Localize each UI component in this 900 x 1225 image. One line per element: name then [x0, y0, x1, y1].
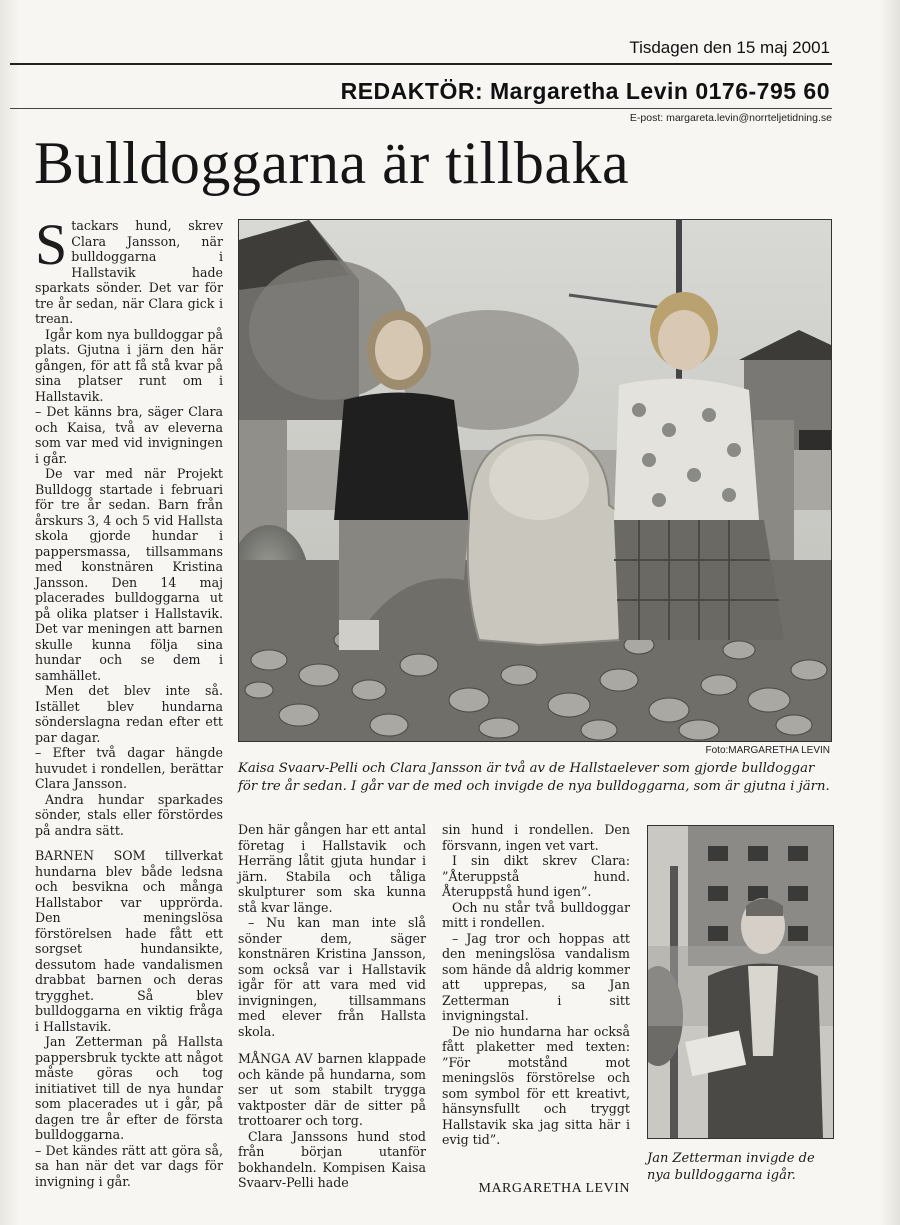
issue-date: Tisdagen den 15 maj 2001 [629, 38, 830, 57]
paragraph: sin hund i rondellen. Den försvann, ingen vet vart. [442, 822, 630, 853]
paragraph: De nio hundarna har också fått plaketter med texten: ”För motstånd mot meningslös förstörelse och som symbol för ett kreativt, hänsynsfullt och tryggt Hallstavik ska jag sitta här i evig tid”. [442, 1023, 630, 1147]
byline: MARGARETHA LEVIN [478, 1181, 630, 1196]
paragraph: De var med när Projekt Bulldogg startade i februari för tre år sedan. Barn från årskurs 3, 4 och 5 vid Hallsta skola gjorde hundar i pappersmassa, tillsammans med konstnären Kristina Jansson. Den 14 maj placerades bulldoggarna ut på olika platser i Hallstavik. Det var meningen att barnen skulle kunna följa sina hundar och se dem i samhället. [35, 466, 223, 683]
article-column-1 [35, 212, 223, 1189]
paragraph: Igår kom nya bulldoggar på plats. Gjutna i järn den här gången, för att få stå kvar på sina platser runt om i Hallstavik. [35, 326, 223, 404]
editor-email: E-post: margareta.levin@norrteljetidning.se [629, 112, 832, 124]
paragraph: – Det känns bra, säger Clara och Kaisa, två av eleverna som var med vid invigningen i går. [35, 404, 223, 466]
paragraph: Clara Janssons hund stod från början utanför bokhandeln. Kompisen Kaisa Svaarv-Pelli hade [238, 1128, 426, 1190]
photo-caption: Kaisa Svaarv-Pelli och Clara Jansson är två av de Hallstaelever som gjorde bulldoggar för tre år sedan. I går var de med och invigde de nya bulldoggarna, som är gjutna i järn. [238, 761, 830, 794]
article-column-2 [238, 822, 426, 1191]
photo-girls-with-bulldog [239, 220, 831, 741]
photo-man-reading-speech [648, 826, 833, 1138]
photo-credit: Foto:MARGARETHA LEVIN [705, 745, 830, 756]
header-rule [10, 63, 832, 65]
paragraph: Andra hundar sparkades sönder, stals eller förstördes på andra sätt. [35, 791, 223, 838]
paragraph: I sin dikt skrev Clara: ”Återuppstå hund. Återuppstå hund igen”. [442, 853, 630, 899]
paragraph: Men det blev inte så. Istället blev hundarna sönderslagna redan efter ett par dagar. [35, 683, 223, 745]
paragraph: BARNEN SOM tillverkat hundarna blev både ledsna och besvikna och många Hallstabor var upprörda. Den meningslösa förstörelsen hade fått ett sorgset hundansikte, dessutom hade vandalismen drabbat barnen och deras trygghet. Så blev bulldoggarna en viktig fråga i Hallstavik. [35, 848, 223, 1034]
main-photo [238, 219, 832, 742]
paragraph: tackars hund, skrev Clara Jansson, när bulldoggarna i Hallstavik hade sparkats sönder. Det var för tre år sedan, när Clara gick i trean. [35, 218, 223, 326]
paragraph: Och nu står två bulldoggar mitt i rondellen. [442, 899, 630, 930]
header-rule-thin [10, 108, 832, 109]
editor-line: REDAKTÖR: Margaretha Levin 0176-795 60 [340, 78, 830, 104]
article-column-3 [442, 822, 630, 1148]
drop-cap: S [35, 212, 68, 277]
paragraph: Jan Zetterman på Hallsta pappersbruk tyckte att något måste göras och tog initiativet till de nya hundar som placerades ut i går, på dagen tre år efter de första bulldoggarna. [35, 1034, 223, 1142]
paragraph: – Jag tror och hoppas att den meningslösa vandalism som hände då aldrig kommer att upprepas, sa Jan Zetterman i sitt invigningstal. [442, 930, 630, 1023]
secondary-photo-caption: Jan Zetterman invigde de nya bulldoggarna igår. [647, 1151, 815, 1183]
paragraph: Den här gången har ett antal företag i Hallstavik och Herräng låtit gjuta hundar i järn. Stabila och tåliga skulpturer som ska kunna stå kvar länge. [238, 822, 426, 915]
headline: Bulldoggarna är tillbaka [34, 130, 630, 196]
secondary-photo [647, 825, 834, 1139]
paragraph: – Nu kan man inte slå sönder dem, säger konstnären Kristina Jansson, som också var i Hallstavik igår för att vara med vid invigningen, tillsammans med elever från Hallsta skola. [238, 915, 426, 1039]
paragraph: – Efter två dagar hängde huvudet i rondellen, berättar Clara Jansson. [35, 745, 223, 791]
paragraph: MÅNGA AV barnen klappade och kände på hundarna, som ser ut som stabilt trygga vaktposter där de sitter på trottoarer och torg. [238, 1051, 426, 1128]
paragraph: – Det kändes rätt att göra så, sa han när det var dags för invigning i går. [35, 1142, 223, 1189]
